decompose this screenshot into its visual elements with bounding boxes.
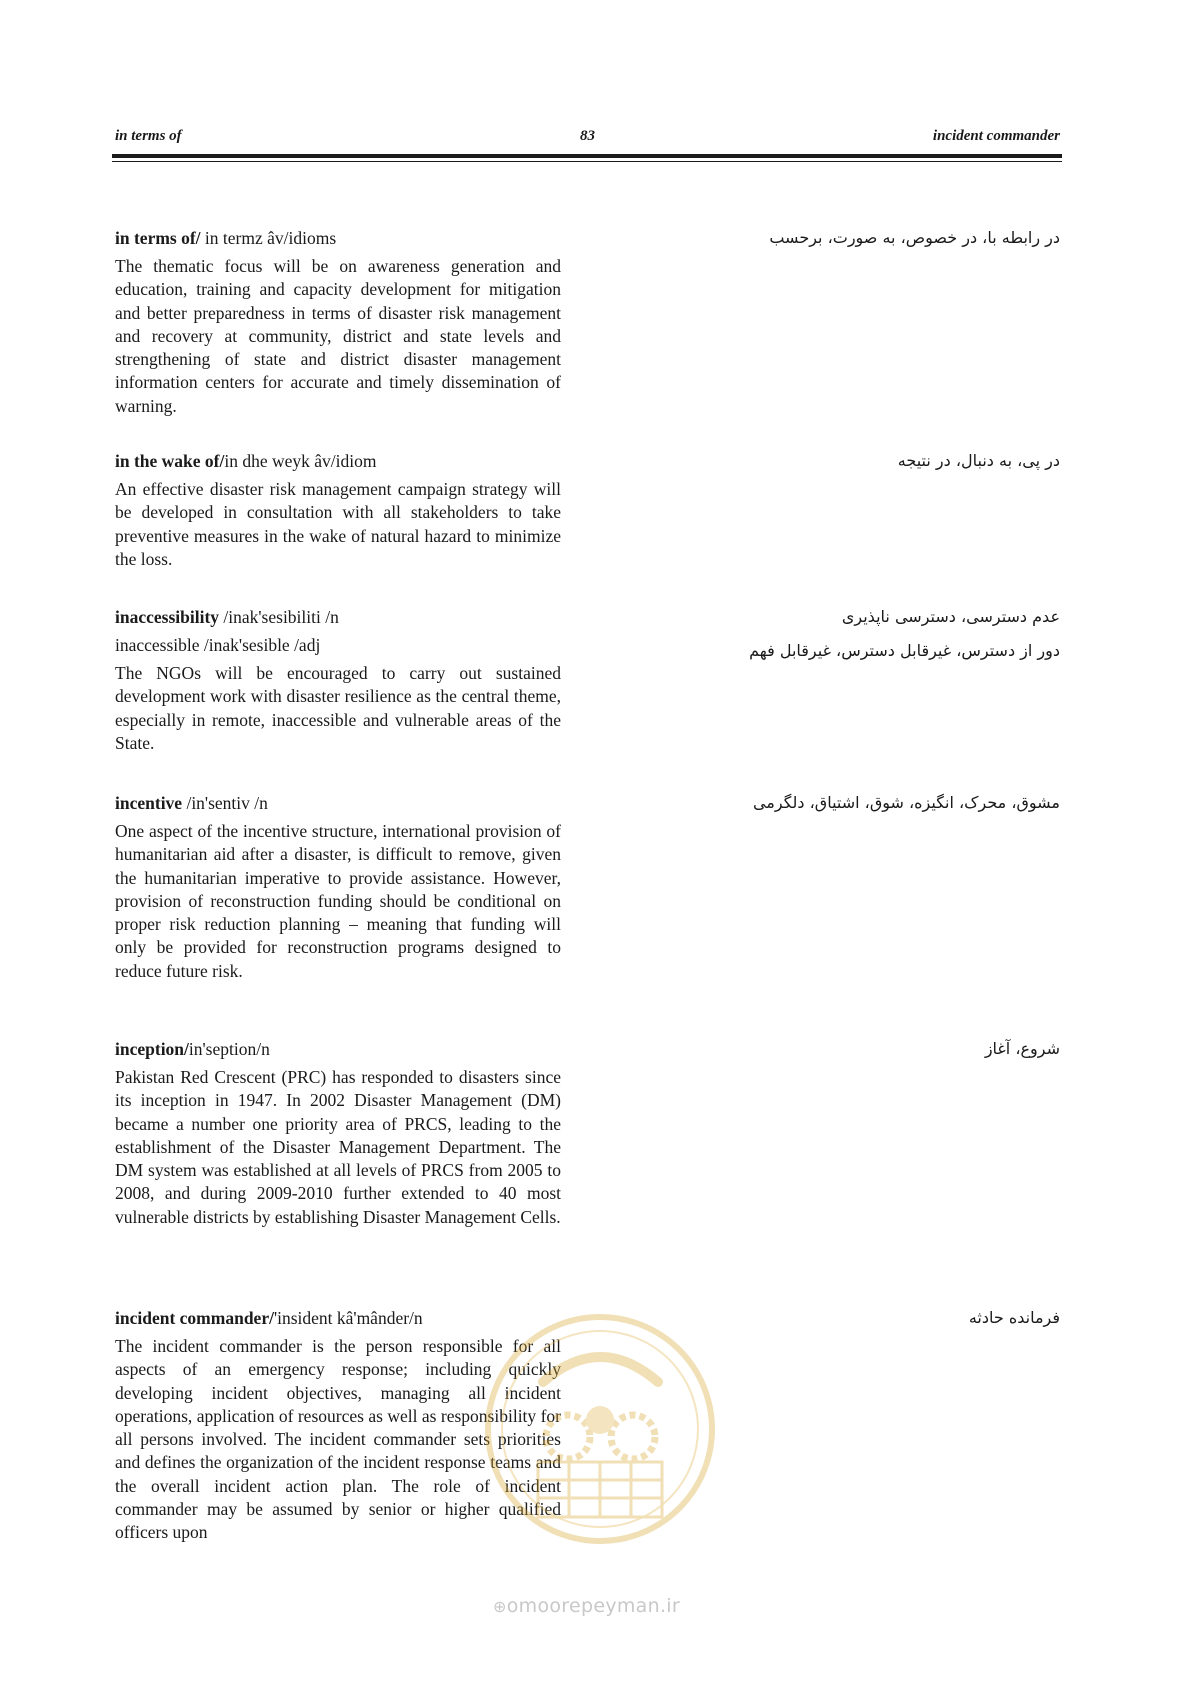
persian-translation: عدم دسترسی، دسترسی ناپذیری xyxy=(841,607,1060,626)
definition: The NGOs will be encouraged to carry out sustained development work with disaster resilience as the central theme, especially in remote, inaccessible and vulnerable areas of the State. xyxy=(115,663,561,753)
header-right-term: incident commander xyxy=(932,128,1060,144)
term-line xyxy=(115,1038,561,1060)
pronunciation: 'insident kâ'mânder/n xyxy=(273,1308,423,1328)
glossary-entry xyxy=(115,606,1060,755)
watermark-site: ⊕omoorepeyman.ir xyxy=(493,1595,681,1617)
term-line xyxy=(115,227,561,249)
glossary-entry xyxy=(115,1038,1060,1229)
term-line xyxy=(115,606,561,628)
pronunciation: in'seption/n xyxy=(188,1039,270,1059)
definition: The thematic focus will be on awareness generation and education, training and capacity development for mitigation and better preparedness in terms of disaster risk management and recovery at community, district and state levels and strengthening of state and district disaster management information centers for accurate and timely dissemination of warning. xyxy=(115,256,561,416)
header-rule-thin xyxy=(112,161,1062,162)
entry-english xyxy=(115,792,561,983)
entry-english xyxy=(115,450,561,571)
entry-english xyxy=(115,227,561,418)
sub-term: inaccessible /inak'sesible /adj xyxy=(115,635,321,655)
pronunciation: /in'sentiv /n xyxy=(182,793,268,813)
definition: One aspect of the incentive structure, international provision of humanitarian aid after a disaster, is difficult to remove, given the humanitarian imperative to provide assistance. However, provision of reconstruction funding should be conditional on proper risk reduction planning – meaning that funding will only be provided for reconstruction programs designed to reduce future risk. xyxy=(115,821,561,981)
header-left-term: in terms of xyxy=(115,128,182,144)
term: incentive xyxy=(115,793,183,813)
persian-translation: در رابطه با، در خصوص، به صورت، برحسب xyxy=(769,228,1060,247)
pronunciation: /inak'sesibiliti /n xyxy=(219,607,339,627)
term: incident commander/ xyxy=(115,1308,274,1328)
running-header xyxy=(115,128,1060,150)
entry-english xyxy=(115,606,561,755)
term: inaccessibility xyxy=(115,607,220,627)
watermark-seal-icon xyxy=(483,1312,717,1546)
page-number: 83 xyxy=(580,128,595,144)
glossary-entry xyxy=(115,450,1060,571)
persian-translation: در پی، به دنبال، در نتیجه xyxy=(897,451,1060,470)
term: inception/ xyxy=(115,1039,189,1059)
pronunciation: in termz âv/idioms xyxy=(200,228,337,248)
term: in the wake of/ xyxy=(115,451,225,471)
glossary-entry xyxy=(115,227,1060,418)
term: in terms of/ xyxy=(115,228,201,248)
definition: Pakistan Red Crescent (PRC) has responded to disasters since its inception in 1947. In 2002 Disaster Management (DM) became a number one priority area of PRCS, leading to the establishment of the Disaster Management Department. The DM system was established at all levels of PRCS from 2005 to 2008, and during 2009-2010 further extended to 40 most vulnerable districts by establishing Disaster Management Cells. xyxy=(115,1067,561,1227)
persian-translation: شروع، آغاز xyxy=(984,1039,1060,1058)
globe-icon: ⊕ xyxy=(493,1597,507,1616)
entry-english xyxy=(115,1038,561,1229)
term-line xyxy=(115,450,561,472)
persian-translation: مشوق، محرک، انگیزه، شوق، اشتیاق، دلگرمی xyxy=(752,793,1060,812)
persian-translation: فرمانده حادثه xyxy=(968,1308,1060,1327)
definition: The incident commander is the person responsible for all aspects of an emergency response; including quickly developing incident objectives, managing all incident operations, application of resources as well as responsibility for all persons involved. The incident commander sets priorities and defines the organization of the incident response teams and the overall incident action plan. The role of incident commander may be assumed by senior or higher qualified officers upon xyxy=(115,1336,561,1543)
glossary-entry xyxy=(115,792,1060,983)
persian-translation-sub: دور از دسترس، غیرقابل دسترس، غیرقابل فهم xyxy=(749,641,1060,660)
pronunciation: in dhe weyk âv/idiom xyxy=(224,451,377,471)
term-line xyxy=(115,792,561,814)
definition: An effective disaster risk management campaign strategy will be developed in consultation with all stakeholders to take preventive measures in the wake of natural hazard to minimize the loss. xyxy=(115,479,561,569)
header-rule-thick xyxy=(112,154,1062,158)
